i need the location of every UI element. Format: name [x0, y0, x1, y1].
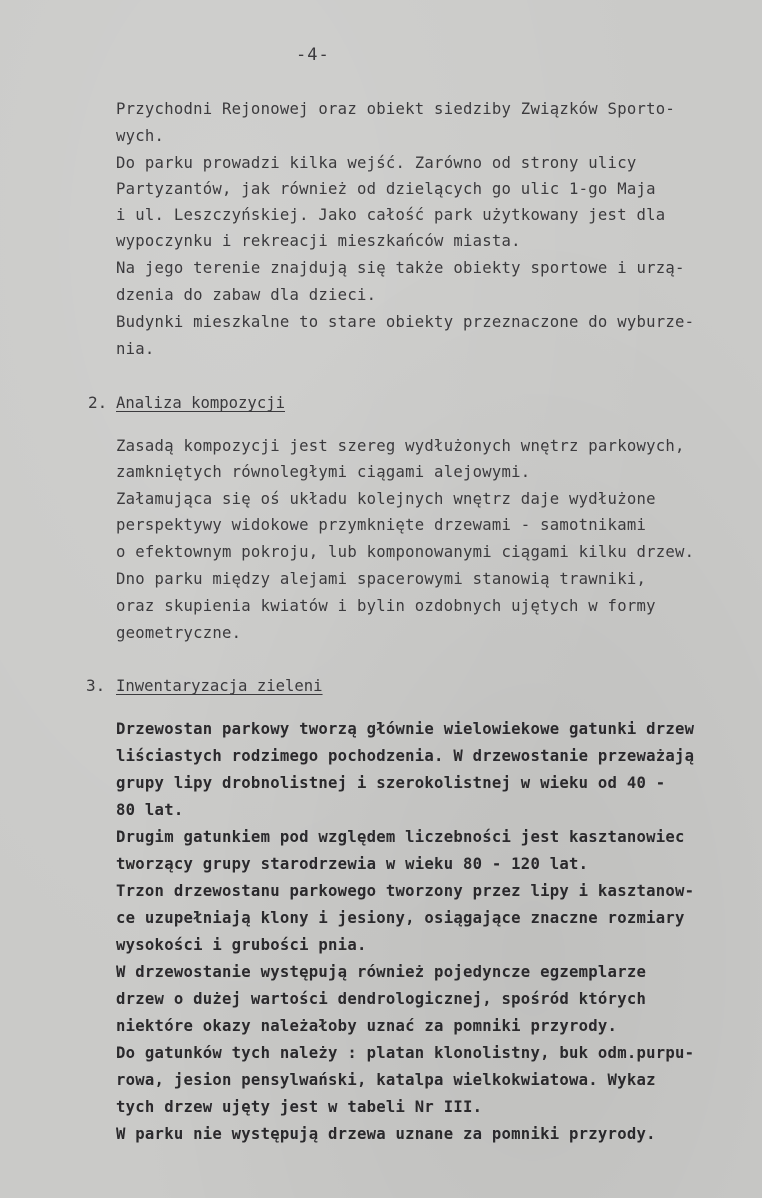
text-line: drzew o dużej wartości dendrologicznej, spośród których	[116, 990, 647, 1008]
text-line: Do parku prowadzi kilka wejść. Zarówno od strony ulicy	[116, 154, 637, 172]
text-line: Na jego terenie znajdują się także obiekty sportowe i urzą-	[116, 259, 685, 277]
text-line: Drzewostan parkowy tworzą głównie wielowiekowe gatunki drzew	[116, 720, 695, 738]
text-line: tworzący grupy starodrzewia w wieku 80 - 120 lat.	[116, 855, 589, 873]
text-line: tych drzew ujęty jest w tabeli Nr III.	[116, 1098, 483, 1116]
text-line: Zasadą kompozycji jest szereg wydłużonych wnętrz parkowych,	[116, 437, 685, 455]
text-line: Drugim gatunkiem pod względem liczebności jest kasztanowiec	[116, 828, 685, 846]
text-line: grupy lipy drobnolistnej i szerokolistnej w wieku od 40 -	[116, 774, 666, 792]
text-line: wysokości i grubości pnia.	[116, 936, 367, 954]
text-line: oraz skupienia kwiatów i bylin ozdobnych ujętych w formy	[116, 597, 656, 615]
text-line: Przychodni Rejonowej oraz obiekt siedziby Związków Sporto-	[116, 100, 676, 118]
page-number: -4-	[296, 45, 330, 65]
text-line: Załamująca się oś układu kolejnych wnętrz daje wydłużone	[116, 490, 656, 508]
text-line: nia.	[116, 340, 155, 358]
text-line: rowa, jesion pensylwański, katalpa wielkokwiatowa. Wykaz	[116, 1071, 656, 1089]
text-line: wypoczynku i rekreacji mieszkańców miasta.	[116, 232, 521, 250]
text-line: Do gatunków tych należy : platan klonolistny, buk odm.purpu-	[116, 1044, 695, 1062]
text-line: ce uzupełniają klony i jesiony, osiągające znaczne rozmiary	[116, 909, 685, 927]
text-line: W parku nie występują drzewa uznane za pomniki przyrody.	[116, 1125, 656, 1143]
text-line: dzenia do zabaw dla dzieci.	[116, 286, 377, 304]
section-number: 3.	[86, 676, 106, 695]
text-line: niektóre okazy należałoby uznać za pomniki przyrody.	[116, 1017, 618, 1035]
section-title: Analiza kompozycji	[116, 394, 285, 412]
text-line: 80 lat.	[116, 801, 184, 819]
text-line: Trzon drzewostanu parkowego tworzony przez lipy i kasztanow-	[116, 882, 695, 900]
section-number: 2.	[88, 393, 108, 412]
text-line: i ul. Leszczyńskiej. Jako całość park użytkowany jest dla	[116, 206, 666, 224]
text-line: Budynki mieszkalne to stare obiekty przeznaczone do wyburze-	[116, 313, 695, 331]
text-line: o efektownym pokroju, lub komponowanymi ciągami kilku drzew.	[116, 543, 695, 561]
text-line: geometryczne.	[116, 624, 242, 642]
text-line: wych.	[116, 127, 165, 145]
text-line: perspektywy widokowe przymknięte drzewami - samotnikami	[116, 516, 647, 534]
text-line: liściastych rodzimego pochodzenia. W drzewostanie przeważają	[116, 747, 695, 765]
section-title: Inwentaryzacja zieleni	[116, 677, 323, 695]
text-line: zamkniętych równoległymi ciągami alejowymi.	[116, 463, 531, 481]
text-line: Partyzantów, jak również od dzielących go ulic 1-go Maja	[116, 180, 656, 198]
text-line: Dno parku między alejami spacerowymi stanowią trawniki,	[116, 570, 647, 588]
text-line: W drzewostanie występują również pojedyncze egzemplarze	[116, 963, 647, 981]
